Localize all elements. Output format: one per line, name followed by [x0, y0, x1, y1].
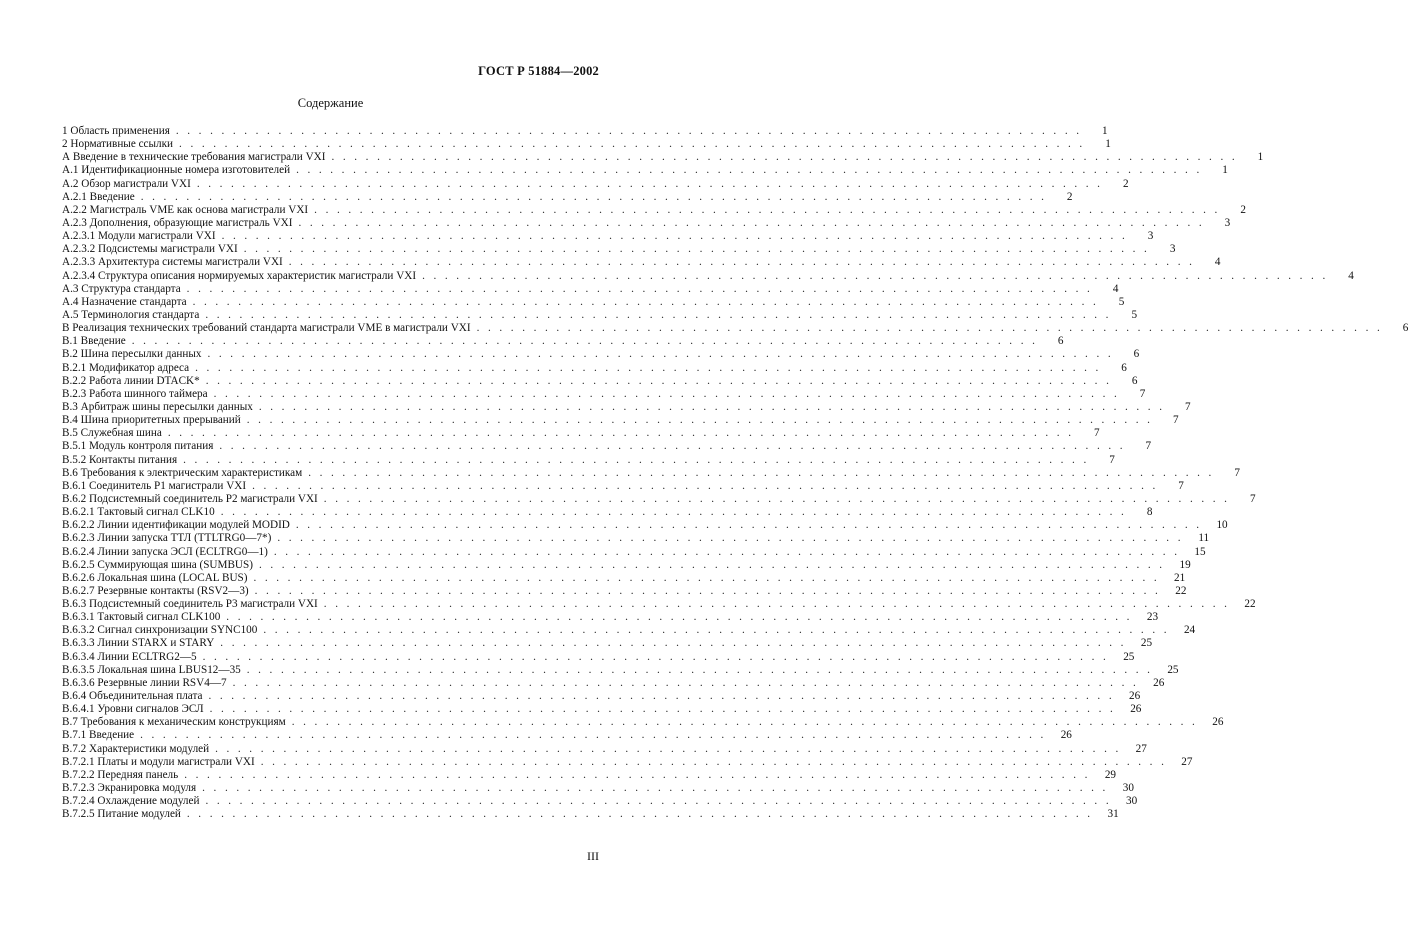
toc-entry-page: 7	[1171, 401, 1191, 414]
toc-entry-page: 5	[1117, 309, 1137, 322]
toc-entry-title: В.6.3.3 Линии STARX и STARY	[62, 637, 220, 650]
toc-leader-dots: ................................................................................	[205, 308, 1118, 321]
toc-entry-title: А.2.3.4 Структура описания нормируемых характеристик магистрали VXI	[62, 270, 422, 283]
toc-entry	[62, 768, 1116, 782]
toc-entry-page: 4	[1098, 283, 1118, 296]
toc-entry-page: 7	[1220, 467, 1240, 480]
toc-entry-title: В.7.2.4 Охлаждение модулей	[62, 795, 205, 808]
toc-entry-title: В.2.2 Работа линии DTACK*	[62, 375, 206, 388]
page-title: Содержание	[297, 96, 364, 110]
toc-entry-page: 10	[1208, 519, 1228, 532]
toc-entry-page: 7	[1236, 493, 1256, 506]
toc-entry	[62, 663, 1179, 677]
toc-entry-title: А Введение в технические требования магистрали VXI	[62, 151, 331, 164]
toc-leader-dots: ................................................................................	[131, 335, 1044, 348]
toc-leader-dots: ................................................................................	[314, 203, 1226, 216]
toc-entry-title: А.2.3.2 Подсистемы магистрали VXI	[62, 243, 244, 256]
toc-leader-dots: ................................................................................	[258, 558, 1171, 571]
toc-leader-dots: ................................................................................	[167, 427, 1080, 440]
toc-leader-dots: ................................................................................	[476, 322, 1389, 335]
toc-leader-dots: ................................................................................	[295, 519, 1208, 532]
toc-entry-title: В.7.2.3 Экранировка модуля	[62, 782, 202, 795]
toc-entry	[62, 808, 1119, 821]
toc-leader-dots: ................................................................................	[220, 637, 1133, 650]
toc-leader-dots: ................................................................................	[186, 282, 1099, 295]
toc-entry	[62, 308, 1138, 322]
toc-entry-title: В.7.2 Характеристики модулей	[62, 743, 215, 756]
toc-entry-title: В.6.3.1 Тактовый сигнал CLK100	[62, 611, 226, 624]
toc-entry-title: А.1 Идентификационные номера изготовителей	[62, 164, 296, 177]
toc-entry-page: 1	[1243, 151, 1263, 164]
toc-leader-dots: ................................................................................	[323, 492, 1236, 505]
toc-entry-title: В Реализация технических требований стандарта магистрали VME в магистрали VXI	[62, 322, 477, 335]
toc-leader-dots: ................................................................................	[184, 768, 1096, 781]
toc-entry-page: 26	[1144, 677, 1164, 690]
toc-entry	[62, 374, 1138, 388]
toc-entry-title: В.4 Шина приоритетных прерываний	[62, 414, 247, 427]
toc-entry-page: 4	[1334, 270, 1354, 283]
page-number: III	[587, 849, 599, 863]
toc-entry-title: В.6.4 Объединительная плата	[62, 690, 208, 703]
toc-entry-page: 27	[1172, 756, 1192, 769]
toc-leader-dots: ................................................................................	[220, 506, 1133, 519]
toc-entry-page: 26	[1203, 716, 1223, 729]
toc-entry-title: В.6 Требования к электрическим характеристикам	[62, 467, 308, 480]
toc-entry-page: 22	[1166, 585, 1186, 598]
toc-entry-page: 6	[1044, 335, 1064, 348]
toc-entry-page: 6	[1107, 362, 1127, 375]
toc-leader-dots: ................................................................................	[288, 256, 1201, 269]
toc-entry-page: 7	[1080, 427, 1100, 440]
toc-leader-dots: ................................................................................	[196, 177, 1109, 190]
toc-entry-page: 27	[1127, 743, 1147, 756]
toc-entry-title: В.6.4.1 Уровни сигналов ЭСЛ	[62, 703, 210, 716]
toc-leader-dots: ................................................................................	[308, 466, 1220, 479]
toc-entry-title: В.7.2.1 Платы и модули магистрали VXI	[62, 756, 261, 769]
toc-leader-dots: ................................................................................	[246, 414, 1159, 427]
toc-entry-page: 30	[1117, 795, 1137, 808]
toc-entry-title: А.2 Обзор магистрали VXI	[62, 178, 197, 191]
toc-entry	[62, 440, 1152, 453]
toc-entry	[62, 361, 1127, 375]
toc-entry-page: 7	[1164, 480, 1184, 493]
table-of-contents	[62, 125, 1408, 821]
toc-entry-page: 1	[1088, 125, 1108, 138]
toc-entry-title: В.6.3.5 Локальная шина LBUS12—35	[62, 664, 247, 677]
toc-entry-page: 6	[1119, 348, 1139, 361]
toc-entry-title: В.7 Требования к механическим конструкциям	[62, 716, 292, 729]
toc-entry	[62, 558, 1191, 572]
toc-entry	[62, 216, 1231, 230]
toc-entry-title: В.6.2.2 Линии идентификации модулей MODID	[62, 519, 296, 532]
toc-entry-page: 22	[1236, 598, 1256, 611]
toc-entry-title: А.2.2 Магистраль VME как основа магистрали VXI	[62, 204, 314, 217]
toc-entry	[62, 782, 1134, 795]
toc-entry	[62, 506, 1153, 519]
toc-leader-dots: ................................................................................	[331, 151, 1244, 164]
toc-entry	[62, 492, 1256, 506]
toc-entry	[62, 348, 1140, 361]
toc-leader-dots: ................................................................................	[207, 348, 1120, 361]
toc-entry-title: А.5 Терминология стандарта	[62, 309, 205, 322]
toc-entry-page: 5	[1104, 296, 1124, 309]
toc-leader-dots: ................................................................................	[298, 216, 1211, 229]
toc-entry-page: 6	[1117, 375, 1137, 388]
toc-entry-title: В.6.2 Подсистемный соединитель Р2 магистрали VXI	[62, 493, 324, 506]
toc-leader-dots: ................................................................................	[277, 532, 1190, 545]
toc-entry	[62, 690, 1141, 703]
toc-leader-dots: ................................................................................	[213, 387, 1126, 400]
toc-entry-page: 6	[1388, 322, 1408, 335]
toc-entry-page: 31	[1099, 808, 1119, 821]
toc-leader-dots: ................................................................................	[209, 703, 1122, 716]
toc-entry-page: 2	[1226, 204, 1246, 217]
toc-entry-page: 26	[1120, 690, 1140, 703]
toc-entry	[62, 400, 1191, 414]
toc-entry-title: А.2.3.3 Архитектура системы магистрали VXI	[62, 256, 289, 269]
toc-entry-title: В.2 Шина пересылки данных	[62, 348, 208, 361]
toc-leader-dots: ................................................................................	[202, 650, 1115, 663]
toc-entry	[62, 177, 1129, 191]
toc-entry-title: В.6.2.3 Линии запуска ТТЛ (TTLTRG0—7*)	[62, 532, 277, 545]
toc-entry-title: В.2.1 Модификатор адреса	[62, 362, 195, 375]
toc-entry	[62, 532, 1210, 545]
toc-entry	[62, 729, 1072, 742]
toc-leader-dots: ................................................................................	[195, 361, 1107, 374]
toc-entry-title: А.2.3.1 Модули магистрали VXI	[62, 230, 222, 243]
toc-entry-page: 8	[1132, 506, 1152, 519]
toc-entry-page: 4	[1201, 256, 1221, 269]
toc-entry-title: В.5.1 Модуль контроля питания	[62, 440, 219, 453]
toc-leader-dots: ................................................................................	[183, 453, 1095, 466]
toc-entry-page: 2	[1109, 178, 1129, 191]
toc-entry-page: 25	[1159, 664, 1179, 677]
toc-leader-dots: ................................................................................	[273, 545, 1186, 558]
toc-entry-page: 25	[1132, 637, 1152, 650]
toc-leader-dots: ................................................................................	[140, 729, 1052, 742]
toc-entry	[62, 453, 1115, 467]
toc-entry-page: 3	[1210, 217, 1230, 230]
toc-entry	[62, 742, 1147, 756]
toc-leader-dots: ................................................................................	[263, 624, 1176, 637]
toc-entry-page: 23	[1138, 611, 1158, 624]
toc-leader-dots: ................................................................................	[243, 243, 1156, 256]
toc-entry-title: В.7.2.2 Передняя панель	[62, 769, 184, 782]
toc-leader-dots: ................................................................................	[208, 690, 1121, 703]
toc-entry	[62, 203, 1246, 217]
toc-entry-page: 1	[1208, 164, 1228, 177]
toc-entry	[62, 676, 1165, 690]
toc-entry	[62, 611, 1159, 624]
toc-entry	[62, 795, 1138, 808]
toc-leader-dots: ................................................................................	[215, 742, 1127, 755]
toc-entry	[62, 256, 1221, 269]
toc-entry	[62, 125, 1108, 138]
toc-leader-dots: ................................................................................	[252, 479, 1164, 492]
toc-entry-page: 19	[1171, 559, 1191, 572]
toc-entry-title: А.2.1 Введение	[62, 191, 141, 204]
toc-entry-title: 2 Нормативные ссылки	[62, 138, 179, 151]
toc-entry	[62, 151, 1264, 164]
toc-leader-dots: ................................................................................	[140, 190, 1053, 203]
toc-leader-dots: ................................................................................	[254, 584, 1167, 597]
toc-entry-title: В.1 Введение	[62, 335, 132, 348]
toc-entry-page: 1	[1091, 138, 1111, 151]
toc-entry-page: 24	[1175, 624, 1195, 637]
toc-entry-title: В.3 Арбитраж шины пересылки данных	[62, 401, 259, 414]
toc-entry-title: В.6.2.1 Тактовый сигнал CLK10	[62, 506, 221, 519]
toc-entry	[62, 427, 1100, 440]
toc-entry-title: В.7.1 Введение	[62, 729, 140, 742]
toc-entry	[62, 545, 1206, 559]
toc-leader-dots: ................................................................................	[175, 125, 1088, 137]
toc-entry	[62, 703, 1142, 716]
toc-leader-dots: ................................................................................	[232, 676, 1145, 689]
toc-leader-dots: ................................................................................	[258, 400, 1171, 413]
toc-entry-title: В.6.2.6 Локальная шина (LOCAL BUS)	[62, 572, 253, 585]
toc-leader-dots: ................................................................................	[246, 663, 1159, 676]
toc-entry-title: В.6.1 Соединитель Р1 магистрали VXI	[62, 480, 252, 493]
toc-entry-title: В.2.3 Работа шинного таймера	[62, 388, 214, 401]
toc-entry-title: А.3 Структура стандарта	[62, 283, 187, 296]
toc-leader-dots: ................................................................................	[205, 374, 1118, 387]
toc-entry-title: В.7.2.5 Питание модулей	[62, 808, 187, 821]
toc-leader-dots: ................................................................................	[291, 716, 1204, 729]
toc-entry	[62, 243, 1176, 256]
toc-entry	[62, 584, 1187, 598]
toc-leader-dots: ................................................................................	[221, 230, 1134, 243]
toc-leader-dots: ................................................................................	[253, 571, 1166, 584]
toc-entry-page: 7	[1095, 454, 1115, 467]
toc-entry-title: В.6.2.5 Суммирующая шина (SUMBUS)	[62, 559, 259, 572]
toc-leader-dots: ................................................................................	[422, 269, 1334, 282]
toc-leader-dots: ................................................................................	[179, 138, 1091, 151]
toc-entry-title: В.6.2.4 Линии запуска ЭСЛ (ECLTRG0—1)	[62, 546, 274, 559]
toc-entry	[62, 716, 1224, 729]
toc-entry	[62, 164, 1228, 177]
toc-entry	[62, 295, 1125, 309]
toc-entry-page: 30	[1114, 782, 1134, 795]
toc-leader-dots: ................................................................................	[323, 598, 1236, 611]
toc-entry	[62, 637, 1153, 650]
toc-entry-page: 26	[1121, 703, 1141, 716]
toc-entry-page: 26	[1052, 729, 1072, 742]
toc-entry-title: В.6.3 Подсистемный соединитель Р3 магистрали VXI	[62, 598, 324, 611]
toc-leader-dots: ................................................................................	[205, 795, 1118, 808]
toc-entry	[62, 138, 1111, 151]
toc-entry	[62, 190, 1073, 204]
toc-entry	[62, 519, 1228, 532]
toc-entry-page: 21	[1165, 572, 1185, 585]
toc-leader-dots: ................................................................................	[260, 755, 1173, 768]
toc-entry-page: 7	[1125, 388, 1145, 401]
toc-leader-dots: ................................................................................	[219, 440, 1132, 453]
toc-entry-page: 29	[1096, 769, 1116, 782]
toc-leader-dots: ................................................................................	[226, 611, 1139, 624]
toc-entry-title: В.5.2 Контакты питания	[62, 454, 183, 467]
toc-entry-title: В.6.3.2 Сигнал синхронизации SYNC100	[62, 624, 263, 637]
toc-entry-title: В.6.2.7 Резервные контакты (RSV2—3)	[62, 585, 255, 598]
toc-entry	[62, 230, 1154, 243]
toc-entry-page: 3	[1155, 243, 1175, 256]
toc-entry	[62, 624, 1196, 637]
document-standard-header: ГОСТ Р 51884—2002	[478, 64, 599, 78]
toc-entry-page: 15	[1186, 546, 1206, 559]
toc-entry	[62, 755, 1193, 769]
toc-entry	[62, 650, 1135, 664]
toc-entry	[62, 571, 1186, 585]
toc-entry	[62, 322, 1408, 335]
toc-entry	[62, 414, 1179, 427]
toc-leader-dots: ................................................................................	[202, 782, 1114, 795]
toc-entry-page: 7	[1131, 440, 1151, 453]
toc-entry-page: 3	[1133, 230, 1153, 243]
toc-entry-title: В.5 Служебная шина	[62, 427, 168, 440]
toc-entry-title: А.2.3 Дополнения, образующие магистраль VXI	[62, 217, 298, 230]
toc-entry-page: 25	[1114, 651, 1134, 664]
toc-leader-dots: ................................................................................	[296, 164, 1208, 177]
toc-entry-page: 7	[1159, 414, 1179, 427]
toc-entry-title: В.6.3.6 Резервные линии RSV4—7	[62, 677, 233, 690]
toc-entry	[62, 598, 1256, 611]
toc-entry	[62, 335, 1064, 348]
toc-entry	[62, 466, 1240, 480]
toc-leader-dots: ................................................................................	[186, 808, 1099, 821]
toc-entry-page: 11	[1189, 532, 1209, 545]
toc-leader-dots: ................................................................................	[192, 295, 1105, 308]
toc-entry	[62, 282, 1119, 296]
toc-entry-title: А.4 Назначение стандарта	[62, 296, 193, 309]
toc-entry	[62, 269, 1354, 283]
toc-entry	[62, 479, 1184, 493]
toc-entry-page: 2	[1053, 191, 1073, 204]
toc-entry	[62, 387, 1146, 401]
toc-entry-title: В.6.3.4 Линии ECLTRG2—5	[62, 651, 203, 664]
toc-entry-title: 1 Область применения	[62, 125, 176, 138]
